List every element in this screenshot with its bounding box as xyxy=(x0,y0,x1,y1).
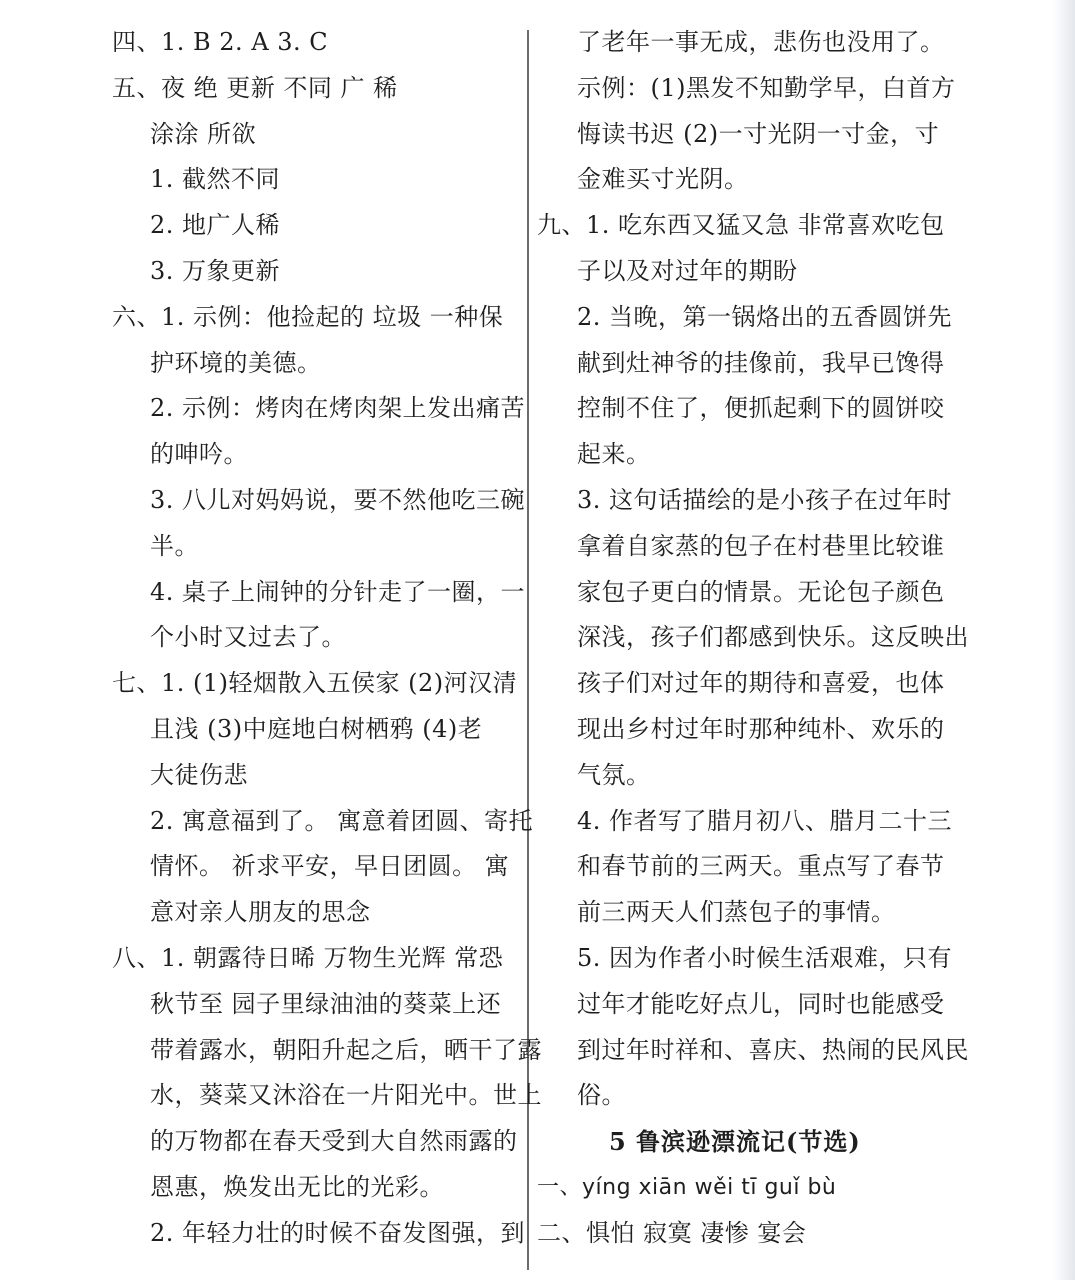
answer-line: 八、1. 朝露待日晞 万物生光辉 常恐 xyxy=(112,943,504,972)
answer-line: 七、1. (1)轻烟散入五侯家 (2)河汉清 xyxy=(112,669,518,698)
answer-line: 2. 寓意福到了。 寓意着团圆、寄托 xyxy=(150,806,534,835)
answer-line: 气氛。 xyxy=(577,760,651,789)
answer-line: 六、1. 示例：他捡起的 垃圾 一种保 xyxy=(112,302,504,331)
answer-line: 情怀。 祈求平安，早日团圆。 寓 xyxy=(150,852,510,881)
answer-line: 悔读书迟 (2)一寸光阴一寸金，寸 xyxy=(577,119,940,148)
answer-line: 到过年时祥和、喜庆、热闹的民风民 xyxy=(577,1035,969,1064)
answer-line: 控制不住了，便抓起剩下的圆饼咬 xyxy=(577,394,945,423)
answer-line: 示例：(1)黑发不知勤学早，白首方 xyxy=(577,73,956,102)
right-column xyxy=(537,20,969,1257)
answer-line: 孩子们对过年的期待和喜爱，也体 xyxy=(577,669,945,698)
answer-line: 且浅 (3)中庭地白树栖鸦 (4)老 xyxy=(150,714,483,743)
answer-line: 3. 这句话描绘的是小孩子在过年时 xyxy=(577,485,953,514)
answer-line: 5. 因为作者小时候生活艰难，只有 xyxy=(577,943,953,972)
answer-line: 家包子更白的情景。无论包子颜色 xyxy=(577,577,945,606)
answer-line: 2. 年轻力壮的时候不奋发图强，到 xyxy=(150,1218,526,1247)
answer-line: 个小时又过去了。 xyxy=(150,623,346,652)
answer-line: 涂涂 所欲 xyxy=(150,119,257,148)
answer-line: 起来。 xyxy=(577,440,651,469)
answer-line: 金难买寸光阴。 xyxy=(577,165,749,194)
answer-line: 过年才能吃好点儿，同时也能感受 xyxy=(577,989,945,1018)
page-edge-shadow xyxy=(1053,0,1075,1280)
answer-line: 子以及对过年的期盼 xyxy=(577,256,798,285)
answer-line: 4. 桌子上闹钟的分针走了一圈，一 xyxy=(150,577,526,606)
answer-line: 带着露水，朝阳升起之后，晒干了露 xyxy=(150,1035,542,1064)
section-heading: 5 鲁滨逊漂流记(节选) xyxy=(609,1127,861,1157)
answer-line: 恩惠，焕发出无比的光彩。 xyxy=(150,1172,444,1201)
answer-line: 半。 xyxy=(150,531,199,560)
answer-line: 护环境的美德。 xyxy=(150,348,322,377)
answer-line: 大徒伤悲 xyxy=(150,760,248,789)
answer-line: 拿着自家蒸的包子在村巷里比较谁 xyxy=(577,531,945,560)
answer-line: 2. 示例：烤肉在烤肉架上发出痛苦 xyxy=(150,394,526,423)
answer-line: 俗。 xyxy=(577,1081,626,1110)
answer-line: 和春节前的三两天。重点写了春节 xyxy=(577,852,945,881)
answer-line: 现出乡村过年时那种纯朴、欢乐的 xyxy=(577,714,945,743)
answer-line: 深浅，孩子们都感到快乐。这反映出 xyxy=(577,623,969,652)
left-column xyxy=(112,20,542,1257)
pinyin-answer-line: 一、yíng xiān wěi tī guǐ bù xyxy=(537,1174,837,1200)
answer-line: 的呻吟。 xyxy=(150,440,248,469)
answer-line: 3. 万象更新 xyxy=(150,256,281,285)
answer-line: 意对亲人朋友的思念 xyxy=(150,898,371,927)
answer-line: 九、1. 吃东西又猛又急 非常喜欢吃包 xyxy=(537,211,945,240)
answer-line: 2. 当晚，第一锅烙出的五香圆饼先 xyxy=(577,302,953,331)
answer-line: 水，葵菜又沐浴在一片阳光中。世上 xyxy=(150,1081,542,1110)
answer-line: 4. 作者写了腊月初八、腊月二十三 xyxy=(577,806,953,835)
answer-line: 了老年一事无成，悲伤也没用了。 xyxy=(577,28,945,56)
answer-line: 献到灶神爷的挂像前，我早已馋得 xyxy=(577,348,945,377)
answer-line: 的万物都在春天受到大自然雨露的 xyxy=(150,1127,518,1156)
answer-line: 前三两天人们蒸包子的事情。 xyxy=(577,898,896,927)
answer-line: 二、惧怕 寂寞 凄惨 宴会 xyxy=(537,1218,807,1247)
answer-line: 秋节至 园子里绿油油的葵菜上还 xyxy=(150,989,502,1018)
answer-line: 1. 截然不同 xyxy=(150,165,281,194)
answer-line: 2. 地广人稀 xyxy=(150,211,281,240)
answer-line: 五、夜 绝 更新 不同 广 稀 xyxy=(112,73,398,102)
answer-line: 四、1. B 2. A 3. C xyxy=(112,28,329,56)
answer-line: 3. 八儿对妈妈说，要不然他吃三碗 xyxy=(150,485,526,514)
